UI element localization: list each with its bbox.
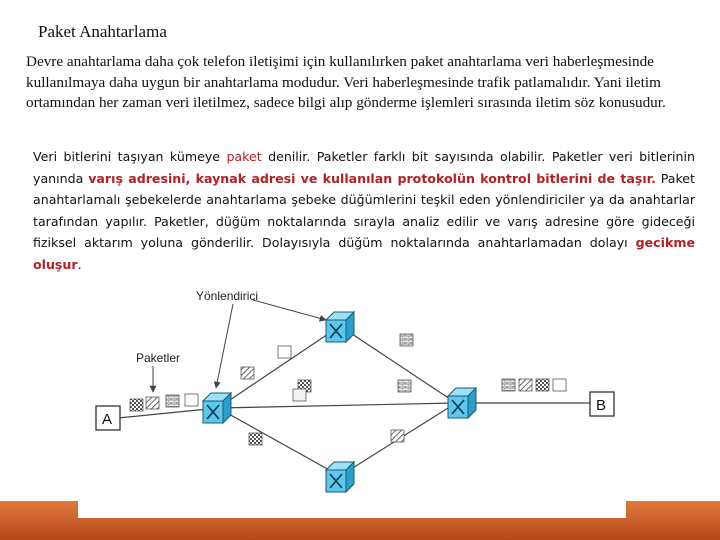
highlight-address: varış adresini, kaynak adresi ve kullanılan protokolün kontrol bitlerini de taşır. (88, 170, 656, 186)
packet (398, 380, 411, 392)
router-pointer-1 (216, 304, 233, 388)
packet (130, 399, 143, 411)
packet (166, 395, 179, 407)
packet (519, 379, 532, 391)
router-icon (326, 462, 354, 492)
packet (293, 389, 306, 401)
link-r1-r2 (218, 326, 340, 408)
para2-text: Paket anahtarlamalı şebekelerde anahtarlama şebeke düğümlerini teşkil eden yönlendiriciler ya da anahtarlar tarafından yapılır. Paketler, düğüm noktalarında sırayla analiz edilir ve varış adresine göre gideceği fiziksel aktarım yoluna gönderilir. Dolayısıyla düğüm noktalarında anahtarlamadan dolayı (33, 170, 695, 250)
packet (278, 346, 291, 358)
packet (241, 367, 254, 379)
para2-text: . (77, 256, 82, 272)
router-icon (326, 312, 354, 342)
packet-paragraph (33, 146, 695, 275)
router-label: Yönlendirici (196, 289, 259, 303)
router-icon (203, 393, 231, 423)
link-r1-r4 (218, 403, 456, 408)
packet (391, 430, 404, 442)
packet (146, 397, 159, 409)
page-title: Paket Anahtarlama (38, 22, 167, 41)
highlight-delay: gecikme oluşur (33, 235, 695, 272)
packets (130, 334, 566, 445)
packet-switching-diagram (78, 278, 626, 518)
packet (502, 379, 515, 391)
para2-text: Veri bitlerini taşıyan kümeye (33, 149, 227, 164)
router-pointer-2 (253, 300, 326, 320)
packet (249, 433, 262, 445)
endpoint-b (590, 392, 614, 416)
para2-text: denilir. Paketler farklı bit sayısında olabilir. Paketler veri bitlerinin yanında (33, 149, 696, 186)
highlight-paket: paket (226, 149, 262, 164)
router-icon (448, 388, 476, 418)
endpoint-a-label: A (102, 411, 113, 428)
endpoint-b-label: B (596, 397, 607, 414)
packets-label: Paketler (136, 351, 181, 365)
packet (536, 379, 549, 391)
link-r1-r3 (218, 408, 340, 476)
endpoint-a (96, 406, 120, 430)
routers (203, 312, 476, 492)
intro-paragraph: Devre anahtarlama daha çok telefon iletişimi için kullanılırken paket anahtarlama veri haberleşmesinde kullanılmaya daha uygun bir anahtarlama modudur. Veri haberleşmesinde trafik patlamalıdır. Yani iletim ortamından her zaman veri iletilmez, sadece bilgi alıp gönderme işlemleri sırasında iletim söz konusudur. (26, 53, 666, 111)
packet (400, 334, 413, 346)
packet (553, 379, 566, 391)
packet (185, 394, 198, 406)
